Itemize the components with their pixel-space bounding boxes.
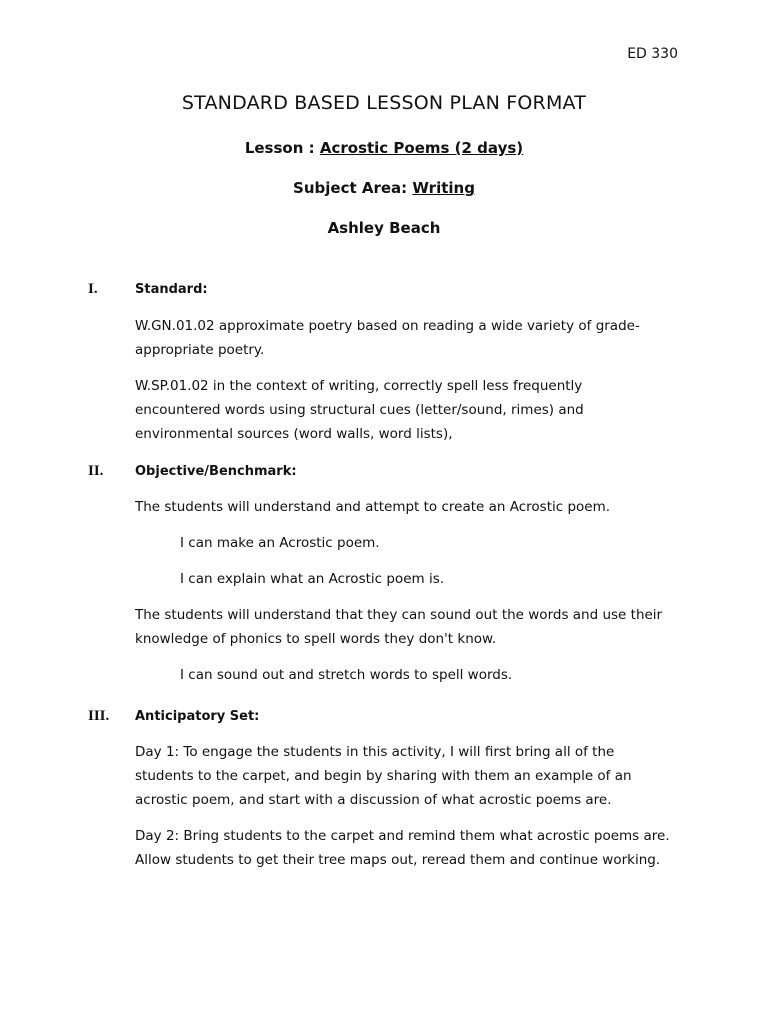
objective-paragraph-2: The students will understand that they can sound out the words and use their knowledge of phonics to spell words they don't know. [135,607,663,647]
objective-statement-3: I can sound out and stretch words to spell words. [180,667,513,683]
lesson-label: Lesson : [244,139,315,157]
objective-statement-1: I can make an Acrostic poem. [180,535,380,551]
section-heading [88,463,688,480]
standard-paragraph-2: W.SP.01.02 in the context of writing, correctly spell less frequently encountered words using structural cues (letter/sound, rimes) and environmental sources (word walls, word lists), [135,378,584,442]
section-title: Objective/Benchmark: [135,464,297,479]
lesson-line [0,139,768,157]
section-objective [88,463,688,687]
subject-label: Subject Area: [293,179,408,197]
anticipatory-paragraph-day1: Day 1: To engage the students in this activity, I will first bring all of the students to the carpet, and begin by sharing with them an example of an acrostic poem, and start with a discussion of what acrostic poems are. [135,744,632,808]
section-heading [88,281,688,298]
section-anticipatory-set [88,708,688,872]
anticipatory-paragraph-day2: Day 2: Bring students to the carpet and remind them what acrostic poems are. Allow students to get their tree maps out, reread them and continue working. [135,828,670,868]
standard-paragraph-1: W.GN.01.02 approximate poetry based on reading a wide variety of grade-appropriate poetry. [135,318,640,358]
section-title: Anticipatory Set: [135,709,260,724]
lesson-value: Acrostic Poems (2 days) [319,139,524,157]
course-code: ED 330 [627,46,678,62]
section-number: II. [88,463,104,479]
section-number: III. [88,708,110,724]
subject-value: Writing [412,179,475,197]
section-standard [88,281,688,446]
subject-line [0,179,768,197]
page-title: STANDARD BASED LESSON PLAN FORMAT [181,92,587,114]
author-name: Ashley Beach [327,219,441,237]
section-heading [88,708,688,725]
section-title: Standard: [135,282,208,297]
objective-paragraph-1: The students will understand and attempt to create an Acrostic poem. [135,499,611,515]
objective-statement-2: I can explain what an Acrostic poem is. [180,571,445,587]
section-number: I. [88,281,98,297]
